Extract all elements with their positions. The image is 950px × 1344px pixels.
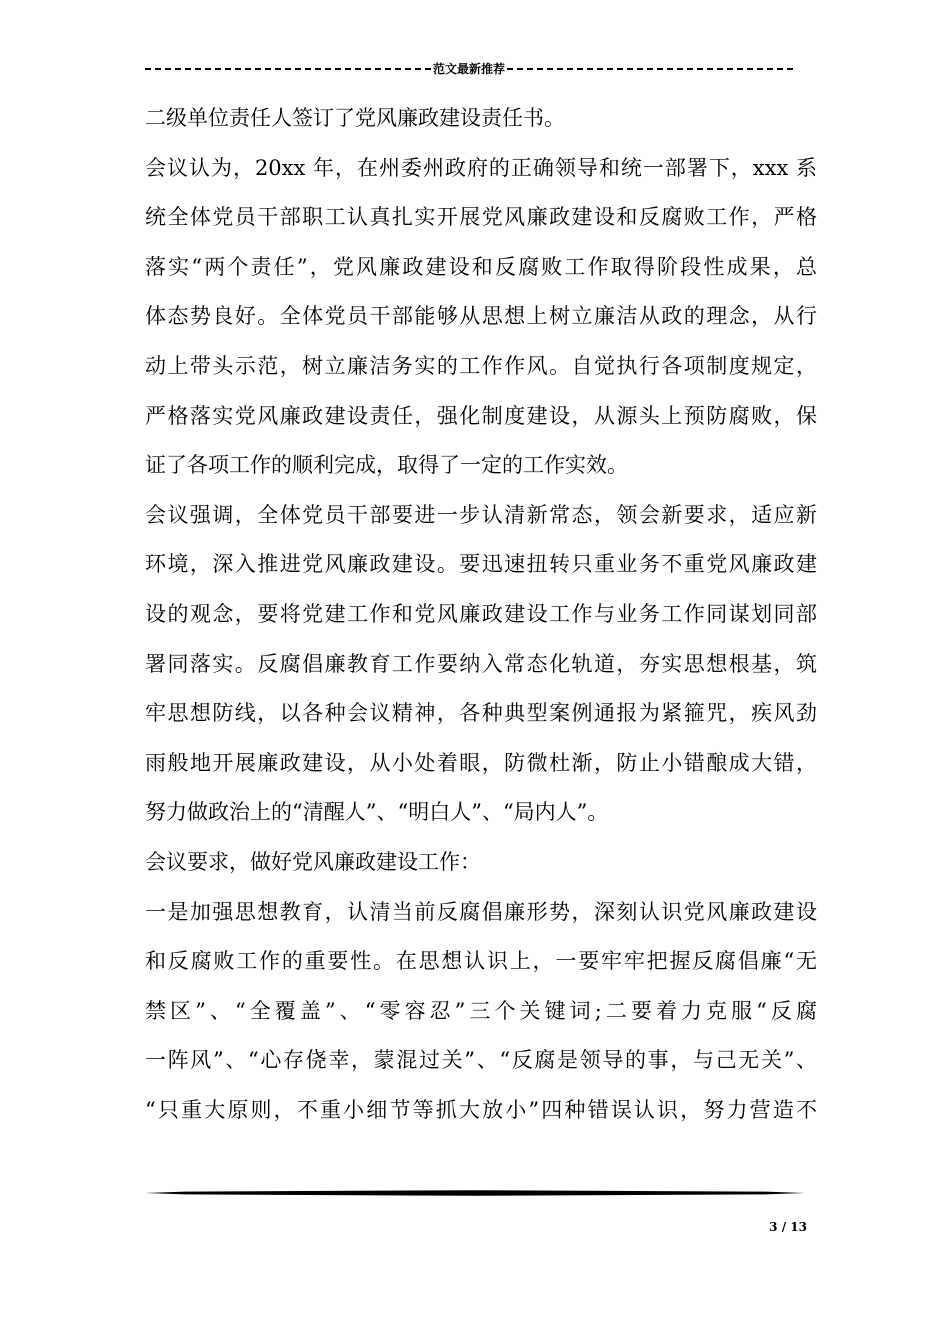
body-line: 落实“两个责任”，党风廉政建设和反腐败工作取得阶段性成果，总 — [145, 254, 817, 279]
header-dash-right — [507, 68, 793, 70]
page-number-total: 13 — [790, 1220, 807, 1234]
body-line: 禁区”、“全覆盖”、“零容忍”三个关键词;二要着力克服“反腐 — [145, 998, 817, 1023]
header-title: 范文最新推荐 — [433, 61, 506, 76]
body-line: 会议要求，做好党风廉政建设工作： — [145, 849, 481, 874]
body-line: 设的观念，要将党建工作和党风廉政建设工作与业务工作同谋划同部 — [145, 601, 817, 626]
body-line: “只重大原则，不重小细节等抓大放小”四种错误认识，努力营造不 — [145, 1097, 817, 1122]
body-line: 和反腐败工作的重要性。在思想认识上，一要牢牢把握反腐倡廉“无 — [145, 949, 817, 974]
body-line: 署同落实。反腐倡廉教育工作要纳入常态化轨道，夯实思想根基，筑 — [145, 651, 817, 676]
body-line: 努力做政治上的“清醒人”、“明白人”、“局内人”。 — [145, 800, 609, 825]
footer-rule — [145, 1189, 805, 1197]
body-line: 动上带头示范，树立廉洁务实的工作作风。自觉执行各项制度规定， — [145, 353, 817, 378]
body-line: 会议强调，全体党员干部要进一步认清新常态，领会新要求，适应新 — [145, 502, 817, 527]
page-number-separator: / — [781, 1220, 787, 1234]
body-line: 证了各项工作的顺利完成，取得了一定的工作实效。 — [145, 453, 628, 478]
body-line: 二级单位责任人签订了党风廉政建设责任书。 — [145, 106, 565, 130]
page-number-current: 3 — [769, 1220, 778, 1234]
body-line: 会议认为，20xx 年，在州委州政府的正确领导和统一部署下，xxx 系 — [145, 155, 817, 180]
body-line: 环境，深入推进党风廉政建设。要迅速扭转只重业务不重党风廉政建 — [145, 552, 817, 577]
body-line: 一是加强思想教育，认清当前反腐倡廉形势，深刻认识党风廉政建设 — [145, 899, 817, 924]
body-line: 雨般地开展廉政建设，从小处着眼，防微杜渐，防止小错酿成大错， — [145, 750, 817, 775]
document-body — [145, 94, 817, 1135]
body-line: 牢思想防线，以各种会议精神，各种典型案例通报为紧箍咒，疾风劲 — [145, 701, 817, 726]
body-line: 一阵风”、“心存侥幸，蒙混过关”、“反腐是领导的事，与己无关”、 — [145, 1048, 817, 1073]
page-header — [145, 58, 793, 78]
header-dash-left — [145, 68, 431, 70]
body-line: 严格落实党风廉政建设责任，强化制度建设，从源头上预防腐败，保 — [145, 403, 817, 428]
page-number — [769, 1220, 807, 1234]
body-line: 体态势良好。全体党员干部能够从思想上树立廉洁从政的理念，从行 — [145, 304, 817, 329]
body-line: 统全体党员干部职工认真扎实开展党风廉政建设和反腐败工作，严格 — [145, 205, 817, 230]
